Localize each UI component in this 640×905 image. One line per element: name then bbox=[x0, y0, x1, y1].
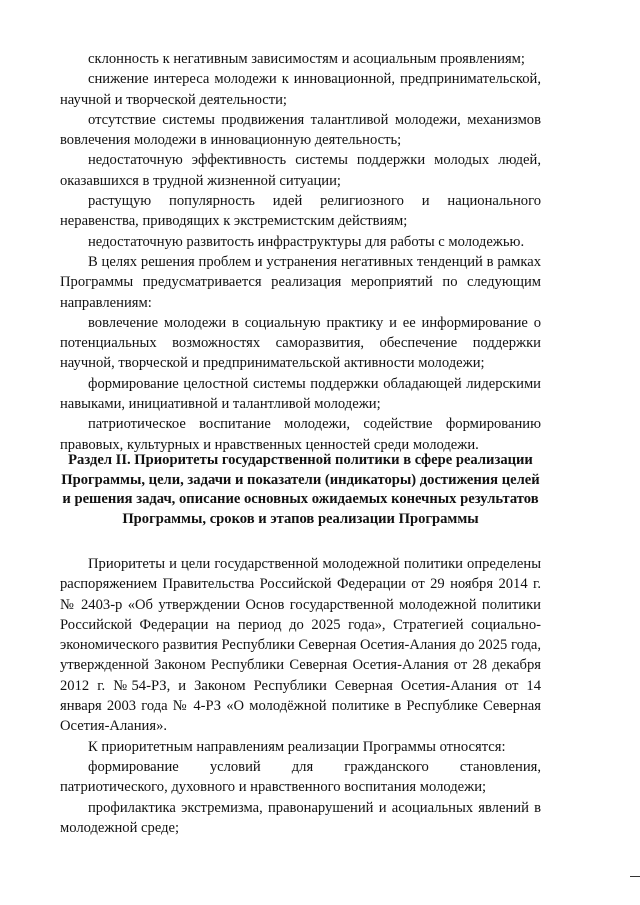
priorities-paragraph: Приоритеты и цели государственной молодежной политики определены распоряжением Правительства Российской Федерации от 29 ноября 2014 г. № 2403-р «Об утверждении Основ государственной молодежной политики Российской Федерации на период до 2025 года», Стратегией социально-экономического развития Республики Северная Осетия-Алания до 2025 года, утвержденной Законом Республики Северная Осетия-Алания от 28 декабря 2012 г. №54-РЗ, и Законом Республики Северная Осетия-Алания от 14 января 2003 года № 4-РЗ «О молодёжной политике в Республике Северная Осетия-Алания». bbox=[60, 556, 541, 735]
section-heading: Раздел II. Приоритеты государственной политики в сфере реализации Программы, цели, задачи и показатели (индикаторы) достижения целей и решения задач, описание основных ожидаемых конечных результатов Программы, сроков и этапов реализации Программы bbox=[61, 452, 540, 527]
direction-item: вовлечение молодежи в социальную практику и ее информирование о потенциальных возможностях саморазвития, обеспечение поддержки научной, творческой и предпринимательской активности молодежи; bbox=[60, 314, 541, 372]
problem-item: отсутствие системы продвижения талантливой молодежи, механизмов вовлечения молодежи в инновационную деятельность; bbox=[60, 111, 541, 149]
page-edge-mark bbox=[630, 876, 640, 877]
problem-item: снижение интереса молодежи к инновационной, предпринимательской, научной и творческой деятельности; bbox=[60, 71, 541, 108]
problems-list bbox=[60, 49, 541, 455]
problem-item: недостаточную эффективность системы поддержки молодых людей, оказавшихся в трудной жизненной ситуации; bbox=[60, 152, 541, 189]
direction-item: формирование целостной системы поддержки обладающей лидерскими навыками, инициативной и талантливой молодежи; bbox=[60, 375, 541, 413]
direction-item: патриотическое воспитание молодежи, содействие формированию правовых, культурных и нравственных ценностей среди молодежи. bbox=[60, 416, 541, 453]
priority-item: профилактика экстремизма, правонарушений и асоциальных явлений в молодежной среде; bbox=[60, 799, 541, 836]
intro-paragraph: В целях решения проблем и устранения негативных тенденций в рамках Программы предусматривается реализация мероприятий по следующим направлениям: bbox=[60, 253, 541, 311]
problem-item: растущую популярность идей религиозного и национального неравенства, приводящих к экстремистским действиям; bbox=[60, 193, 541, 230]
priorities-block bbox=[60, 554, 541, 838]
problem-item: недостаточную развитость инфраструктуры для работы с молодежью. bbox=[88, 233, 525, 250]
priority-item: формирование условий для гражданского становления, патриотического, духовного и нравственного воспитания молодежи; bbox=[60, 758, 541, 796]
problem-item: склонность к негативным зависимостям и асоциальным проявлениям; bbox=[88, 51, 525, 67]
priority-intro: К приоритетным направлениям реализации Программы относятся: bbox=[88, 738, 506, 755]
